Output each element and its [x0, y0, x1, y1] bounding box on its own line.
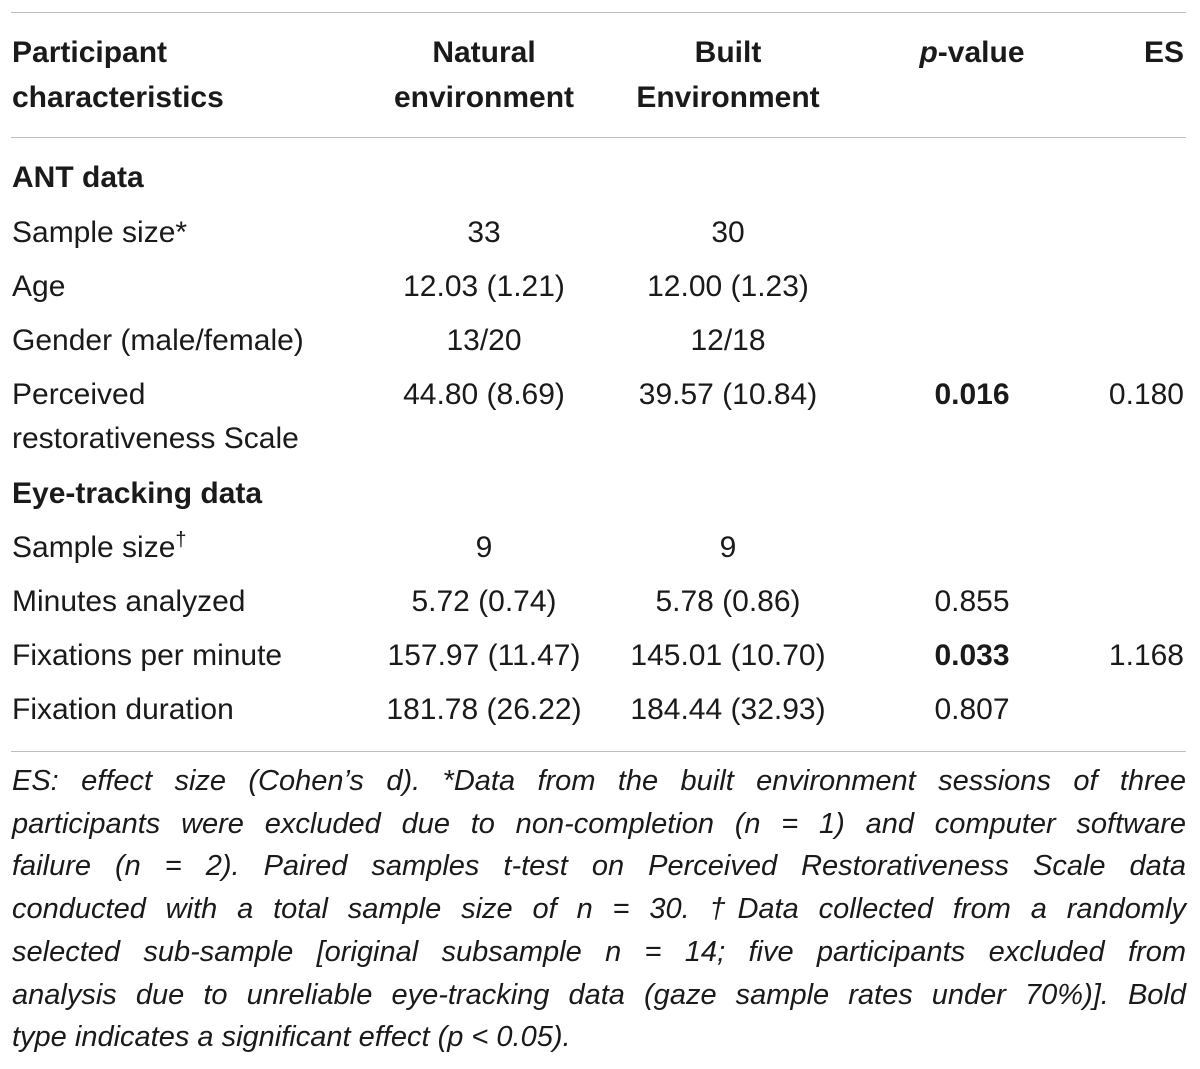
- table-row: [0, 580, 1200, 634]
- section-heading-ant: ANT data: [12, 161, 144, 194]
- p-value: 0.807: [934, 693, 1010, 726]
- footnote-line: conducted with a total sample size of n = 30. †Data collected from a randomly: [12, 893, 1186, 926]
- natural-value: 9: [475, 531, 493, 564]
- section-heading-eye-tracking: Eye-tracking data: [12, 477, 263, 510]
- natural-value: 5.72 (0.74): [411, 585, 557, 618]
- row-label: Fixation duration: [12, 693, 234, 726]
- row-label: Minutes analyzed: [12, 585, 246, 618]
- footnote-line: participants were excluded due to non-completion (n = 1) and computer software: [12, 807, 1186, 840]
- p-value-significant: 0.033: [934, 639, 1010, 672]
- header-natural-environment: Natural environment: [393, 36, 575, 114]
- table-row: [0, 526, 1200, 580]
- header-p-value: p-value: [919, 36, 1025, 69]
- built-value: 145.01 (10.70): [630, 639, 826, 672]
- header-built-environment: Built Environment: [636, 36, 820, 114]
- natural-value: 13/20: [446, 324, 522, 357]
- p-value: 0.855: [934, 585, 1010, 618]
- table-top-rule: [11, 12, 1186, 13]
- footnote-line: type indicates a significant effect (p < 0.05).: [12, 1021, 571, 1054]
- table-row: [0, 265, 1200, 319]
- table-row: [0, 211, 1200, 265]
- header-bottom-rule: [11, 137, 1186, 138]
- row-label: Gender (male/female): [12, 324, 304, 357]
- effect-size-value: 0.180: [1108, 378, 1184, 411]
- footnote-line: analysis due to unreliable eye-tracking data (gaze sample rates under 70%)]. Bold: [12, 978, 1186, 1011]
- natural-value: 181.78 (26.22): [386, 693, 582, 726]
- table-row: [0, 634, 1200, 688]
- natural-value: 33: [467, 216, 501, 249]
- row-label: Fixations per minute: [12, 639, 283, 672]
- built-value: 5.78 (0.86): [655, 585, 801, 618]
- row-label: Perceived: [12, 378, 146, 411]
- header-participant-characteristics: Participant characteristics: [12, 36, 224, 114]
- row-label-continuation: restorativeness Scale: [12, 422, 299, 455]
- row-label: Sample size*: [12, 216, 188, 249]
- natural-value: 157.97 (11.47): [387, 639, 581, 672]
- table-footnote: [12, 760, 1186, 1059]
- row-label: Age: [12, 270, 66, 303]
- built-value: 39.57 (10.84): [638, 378, 818, 411]
- row-label: Sample size†: [12, 529, 187, 564]
- table-row: [0, 319, 1200, 373]
- built-value: 12/18: [690, 324, 766, 357]
- footnote-line: failure (n = 2). Paired samples t-test on Perceived Restorativeness Scale data: [12, 850, 1186, 883]
- built-value: 30: [711, 216, 745, 249]
- dagger-mark: †: [175, 529, 187, 551]
- natural-value: 12.03 (1.21): [403, 270, 565, 303]
- built-value: 9: [719, 531, 737, 564]
- footnote-line: selected sub-sample [original subsample n = 14; five participants excluded from: [12, 935, 1186, 968]
- table-bottom-rule: [11, 751, 1186, 752]
- natural-value: 44.80 (8.69): [403, 378, 565, 411]
- footnote-line: ES: effect size (Cohen’s d). *Data from the built environment sessions of three: [12, 765, 1186, 797]
- effect-size-value: 1.168: [1108, 639, 1184, 672]
- p-value-significant: 0.016: [934, 378, 1010, 411]
- built-value: 184.44 (32.93): [630, 693, 826, 726]
- table-row: [0, 688, 1200, 742]
- built-value: 12.00 (1.23): [647, 270, 809, 303]
- header-effect-size: ES: [1143, 36, 1184, 69]
